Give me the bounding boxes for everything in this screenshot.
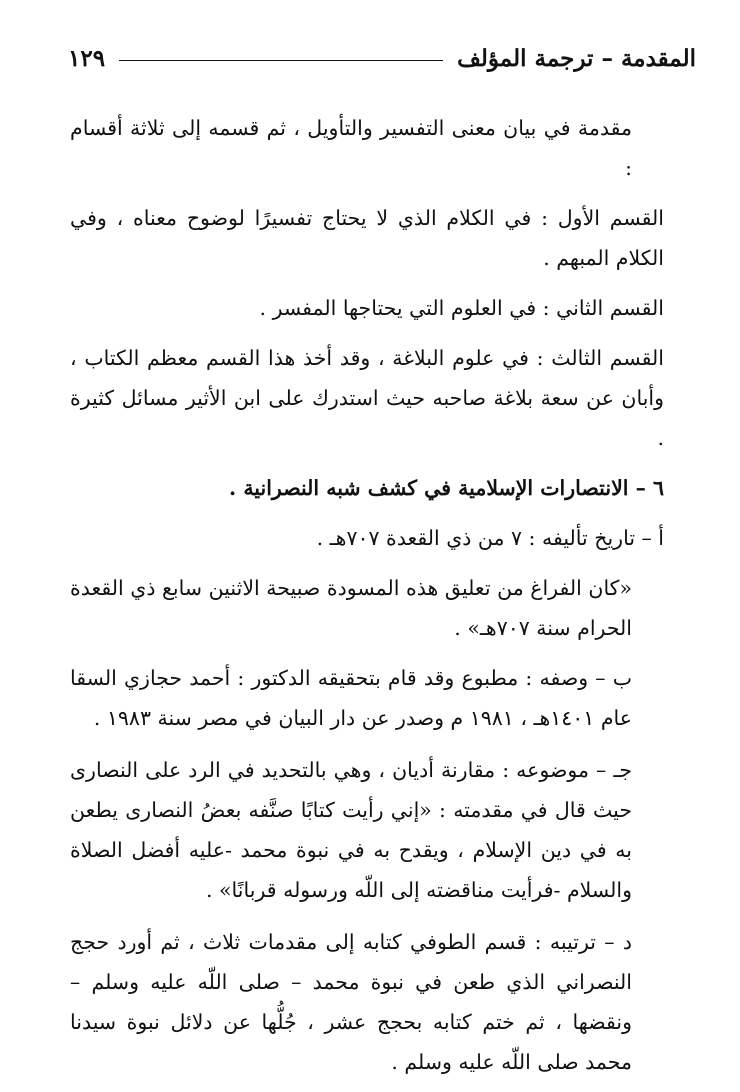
- book-heading: ٦ – الانتصارات الإسلامية في كشف شبه النصرانية .: [229, 476, 664, 500]
- page-body: [70, 108, 664, 1092]
- running-title: المقدمة – ترجمة المؤلف: [457, 44, 696, 72]
- page-number: ١٢٩: [68, 44, 106, 72]
- paragraph-section-3: القسم الثالث : في علوم البلاغة ، وقد أخذ هذا القسم معظم الكتاب ، وأبان عن سعة بلاغة صاحبه حيث استدرك على ابن الأثير مسائل كثيرة .: [70, 346, 664, 450]
- paragraph-description: ب – وصفه : مطبوع وقد قام بتحقيقه الدكتور : أحمد حجازي السقا عام ١٤٠١هـ ، ١٩٨١ م وصدر عن دار البيان في مصر سنة ١٩٨٣ .: [70, 666, 632, 730]
- paragraph-arrangement: د – ترتيبه : قسم الطوفي كتابه إلى مقدمات ثلاث ، ثم أورد حجج النصراني الذي طعن في نبوة محمد – صلى اللّه عليه وسلم – ونقضها ، ثم ختم كتابه بحجج عشر ، جُلُّها عن دلائل نبوة سيدنا محمد صلى اللّه عليه وسلم .: [70, 930, 632, 1074]
- paragraph-intro: مقدمة في بيان معنى التفسير والتأويل ، ثم قسمه إلى ثلاثة أقسام :: [70, 116, 632, 180]
- paragraph-quote-colophon: «كان الفراغ من تعليق هذه المسودة صبيحة الاثنين سابع ذي القعدة الحرام سنة ٧٠٧هـ» .: [70, 576, 632, 640]
- paragraph-subject: جـ – موضوعه : مقارنة أديان ، وهي بالتحديد في الرد على النصارى حيث قال في مقدمته : «إني رأيت كتابًا صنَّفه بعضُ النصارى يطعن به في دين الإسلام ، ويقدح به في نبوة محمد -عليه أفضل الصلاة والسلام -فرأيت مناقضته إلى اللّه ورسوله قربانًا» .: [70, 758, 632, 902]
- paragraph-date: أ – تاريخ تأليفه : ٧ من ذي القعدة ٧٠٧هـ .: [316, 526, 664, 550]
- header-rule: [119, 60, 443, 61]
- running-header: [68, 38, 696, 78]
- paragraph-section-1: القسم الأول : في الكلام الذي لا يحتاج تفسيرًا لوضوح معناه ، وفي الكلام المبهم .: [70, 206, 664, 270]
- paragraph-section-2: القسم الثاني : في العلوم التي يحتاجها المفسر .: [259, 296, 664, 320]
